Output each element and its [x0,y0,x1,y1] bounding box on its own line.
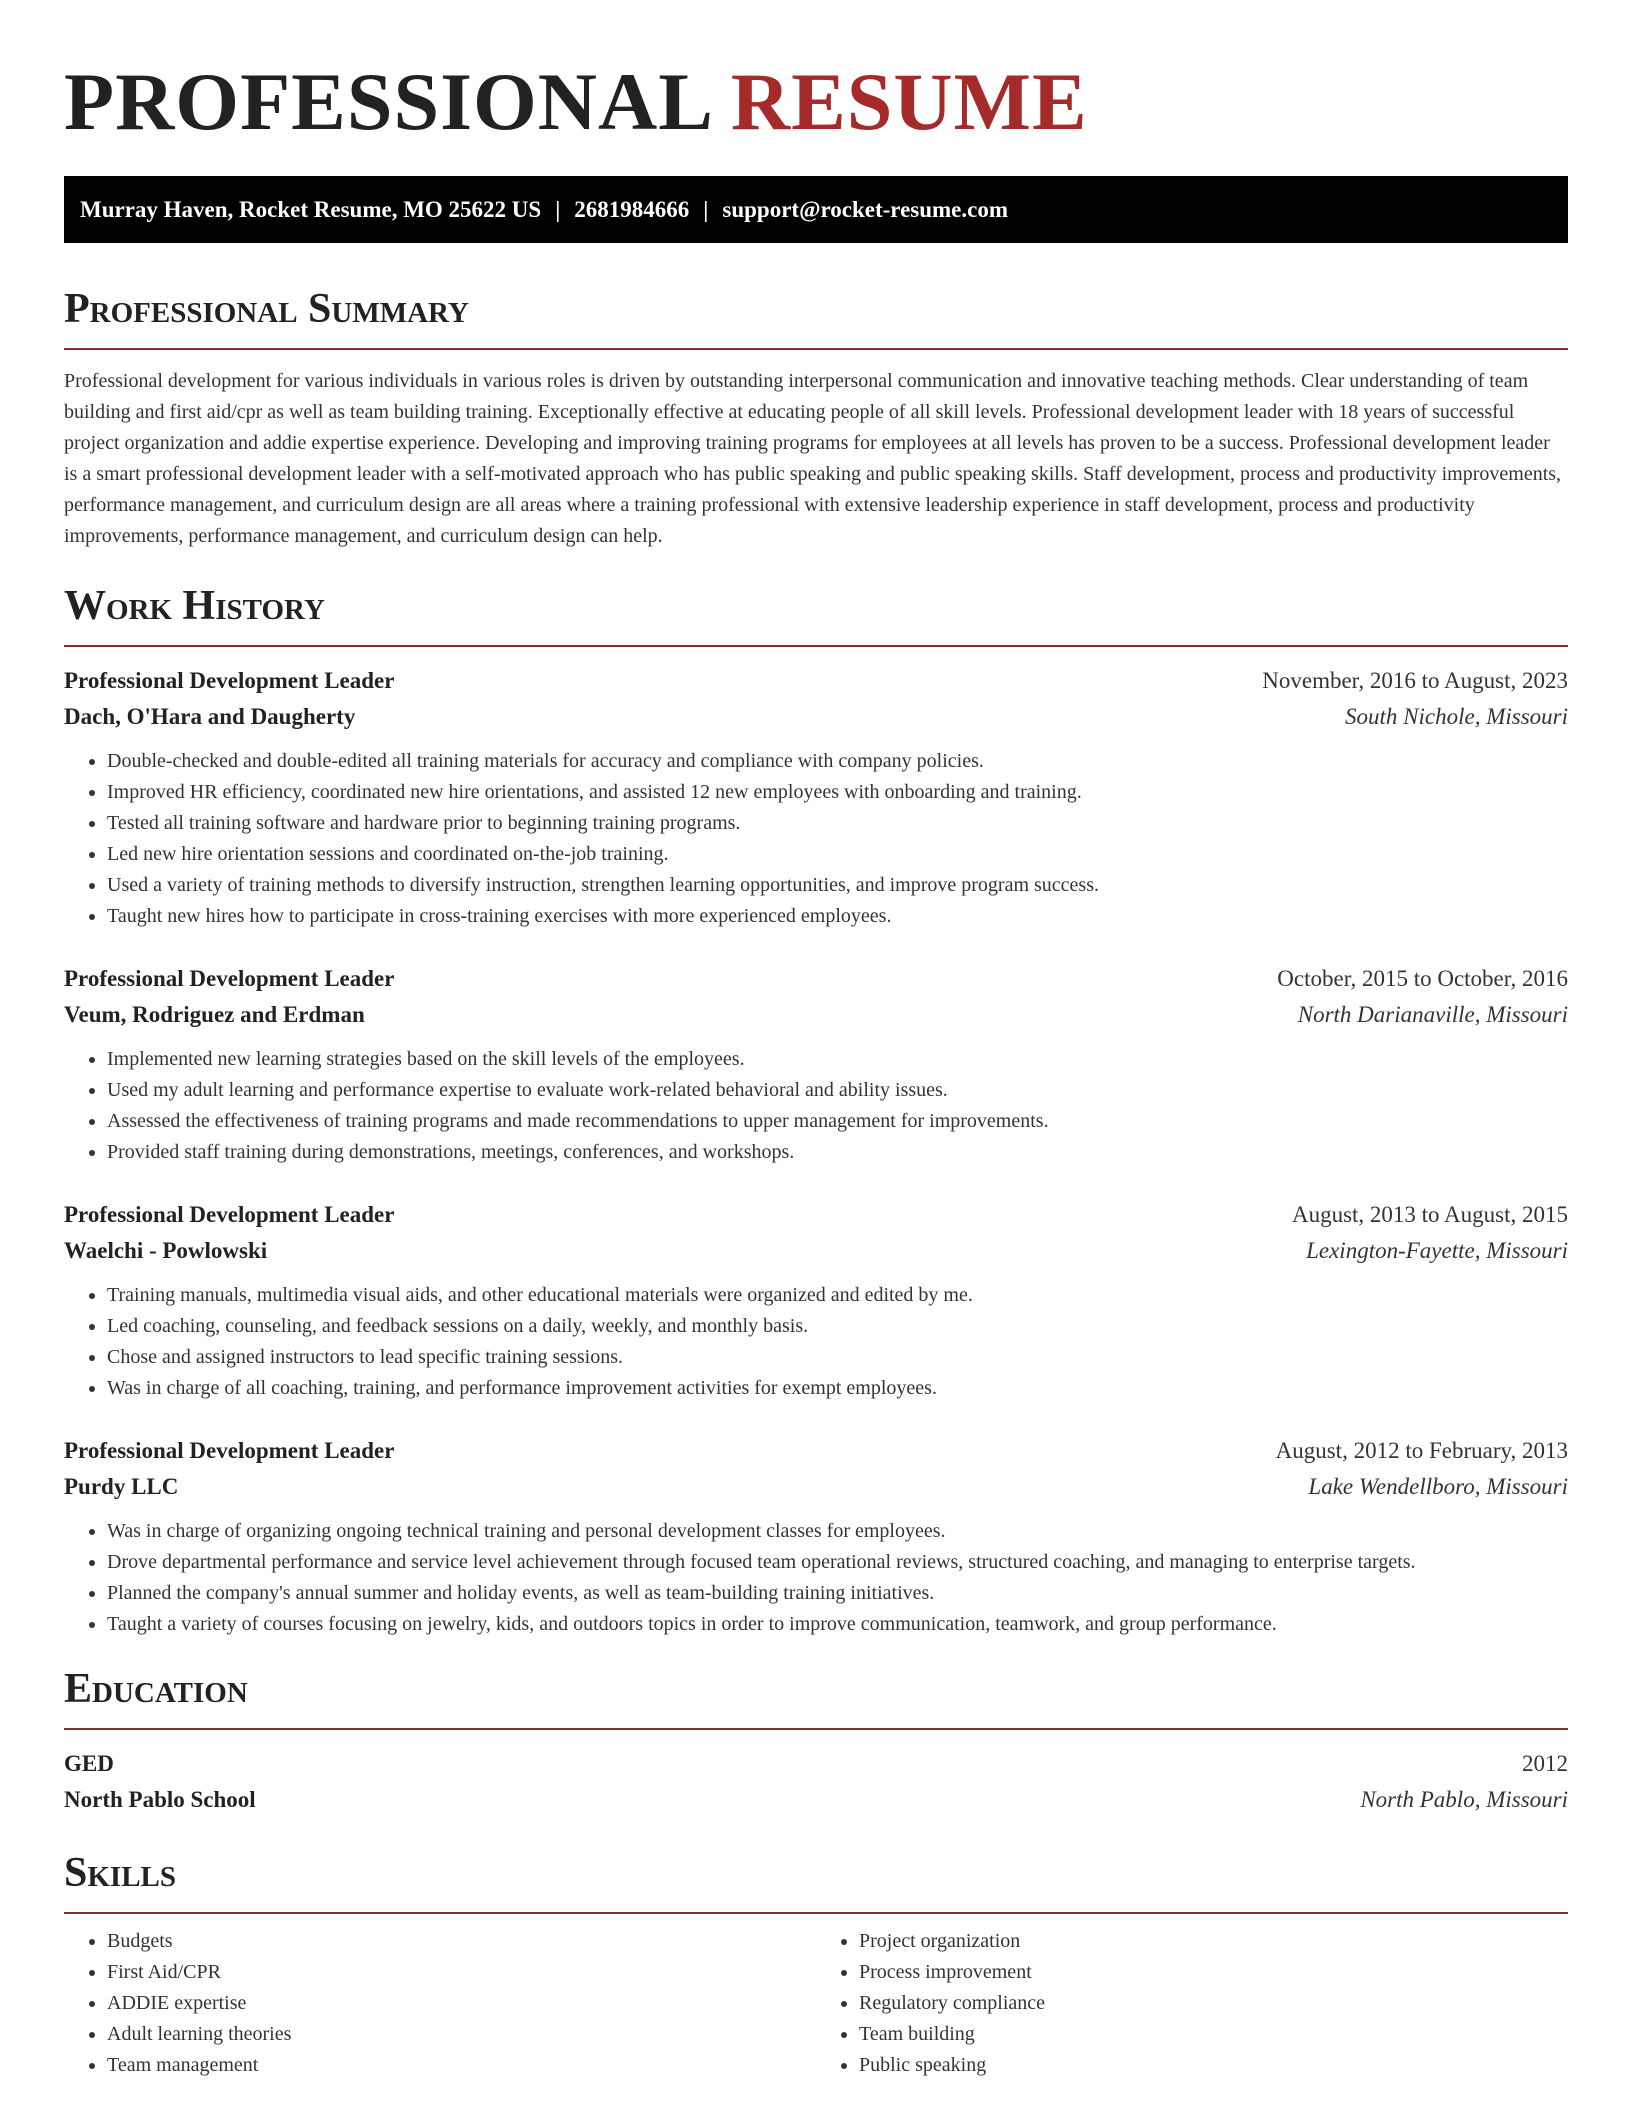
resume-title [64,0,1568,146]
work-history-section [64,581,1568,1640]
job-company-row [64,1469,1568,1505]
job-entry [64,1433,1568,1640]
section-divider [64,1912,1568,1914]
education-degree-row [64,1746,1568,1782]
job-bullet: • Was in charge of all coaching, training, and performance improvement activities for exempt employees. [107,1373,1568,1404]
contact-phone: 2681984666 [574,197,690,222]
summary-text: Professional development for various individuals in various roles is driven by outstanding interpersonal communication and innovative teaching methods. Clear understanding of team building and first aid/cpr as well as team building training. Exceptionally effective at educating people of all skill levels. Professional development leader with 18 years of successful project organization and addie expertise experience. Developing and improving training programs for employees at all levels has proven to be a success. Professional development leader is a smart professional development leader with a self-motivated approach who has public speaking and public speaking skills. Staff development, process and productivity improvements, performance management, and curriculum design are all areas where a training professional with extensive leadership experience in staff development, process and productivity improvements, performance management, and curriculum design can help. [64,370,1562,547]
job-header-row [64,1197,1568,1233]
job-bullet: • Was in charge of organizing ongoing technical training and personal development classes for employees. [107,1516,1568,1547]
job-company: Dach, O'Hara and Daugherty [64,704,356,729]
summary-section [64,284,1568,552]
job-location: South Nichole, Missouri [1345,704,1568,729]
skill-item: • Project organization [859,1926,1568,1957]
job-bullet: • Provided staff training during demonstrations, meetings, conferences, and workshops. [107,1137,1568,1168]
job-bullet: • Tested all training software and hardware prior to beginning training programs. [107,808,1568,839]
title-part-1: PROFESSIONAL [64,56,710,147]
skill-item: • Team management [107,2050,816,2081]
job-dates: November, 2016 to August, 2023 [1262,668,1568,693]
education-entry [64,1746,1568,1818]
skills-columns [64,1926,1568,2081]
section-divider [64,645,1568,647]
job-bullets [64,1044,1568,1168]
summary-heading: Professional Summary [64,286,469,332]
job-header-row [64,1433,1568,1469]
contact-bar [64,176,1568,243]
job-bullets [64,746,1568,932]
job-bullet: • Double-checked and double-edited all training materials for accuracy and compliance with company policies. [107,746,1568,777]
job-location: North Darianaville, Missouri [1297,1002,1568,1027]
section-divider [64,348,1568,350]
work-history-heading: Work History [64,583,325,629]
job-bullet: • Implemented new learning strategies based on the skill levels of the employees. [107,1044,1568,1075]
job-title: Professional Development Leader [64,1202,395,1227]
education-school: North Pablo School [64,1787,256,1812]
contact-separator: | [555,197,561,222]
education-degree: GED [64,1751,114,1776]
job-dates: August, 2013 to August, 2015 [1291,1202,1568,1227]
job-entry [64,663,1568,932]
skill-item: • Regulatory compliance [859,1988,1568,2019]
education-section [64,1664,1568,1818]
job-title: Professional Development Leader [64,668,395,693]
job-bullet: • Planned the company's annual summer and holiday events, as well as team-building training initiatives. [107,1578,1568,1609]
job-location: Lexington-Fayette, Missouri [1306,1238,1568,1263]
skill-item: • ADDIE expertise [107,1988,816,2019]
skills-column-1 [64,1926,816,2081]
job-company-row [64,1233,1568,1269]
section-divider [64,1728,1568,1730]
job-company: Veum, Rodriguez and Erdman [64,1002,365,1027]
education-year: 2012 [1522,1751,1568,1776]
job-header-row [64,961,1568,997]
job-title: Professional Development Leader [64,966,395,991]
education-heading: Education [64,1666,248,1712]
contact-separator: | [703,197,709,222]
skills-column-2 [816,1926,1568,2081]
skill-item: • First Aid/CPR [107,1957,816,1988]
job-bullet: • Taught new hires how to participate in cross-training exercises with more experienced employees. [107,901,1568,932]
skill-item: • Adult learning theories [107,2019,816,2050]
skill-item: • Public speaking [859,2050,1568,2081]
skills-heading: Skills [64,1850,177,1896]
job-company: Waelchi - Powlowski [64,1238,268,1263]
job-bullet: • Improved HR efficiency, coordinated new hire orientations, and assisted 12 new employees with onboarding and training. [107,777,1568,808]
job-company-row [64,699,1568,735]
contact-email: support@rocket-resume.com [722,197,1009,222]
job-bullet: • Used my adult learning and performance expertise to evaluate work-related behavioral and ability issues. [107,1075,1568,1106]
job-entry [64,1197,1568,1404]
job-company-row [64,997,1568,1033]
job-bullet: • Led new hire orientation sessions and coordinated on-the-job training. [107,839,1568,870]
job-company: Purdy LLC [64,1474,179,1499]
job-bullets [64,1516,1568,1640]
education-location: North Pablo, Missouri [1360,1787,1568,1812]
job-bullet: • Used a variety of training methods to diversify instruction, strengthen learning opportunities, and improve program success. [107,870,1568,901]
job-location: Lake Wendellboro, Missouri [1308,1474,1568,1499]
job-entry [64,961,1568,1168]
job-header-row [64,663,1568,699]
job-bullet: • Drove departmental performance and service level achievement through focused team operational reviews, structured coaching, and managing to enterprise targets. [107,1547,1568,1578]
job-bullet: • Chose and assigned instructors to lead specific training sessions. [107,1342,1568,1373]
job-bullets [64,1280,1568,1404]
job-title: Professional Development Leader [64,1438,395,1463]
title-part-2: RESUME [730,56,1088,147]
job-bullet: • Training manuals, multimedia visual aids, and other educational materials were organized and edited by me. [107,1280,1568,1311]
job-bullet: • Led coaching, counseling, and feedback sessions on a daily, weekly, and monthly basis. [107,1311,1568,1342]
job-bullet: • Assessed the effectiveness of training programs and made recommendations to upper management for improvements. [107,1106,1568,1137]
job-dates: August, 2012 to February, 2013 [1275,1438,1568,1463]
contact-address: Murray Haven, Rocket Resume, MO 25622 US [80,197,542,222]
job-dates: October, 2015 to October, 2016 [1277,966,1568,991]
education-school-row [64,1782,1568,1818]
skills-section [64,1848,1568,2081]
skill-item: • Team building [859,2019,1568,2050]
job-bullet: • Taught a variety of courses focusing on jewelry, kids, and outdoors topics in order to improve communication, teamwork, and group performance. [107,1609,1568,1640]
skill-item: • Budgets [107,1926,816,1957]
skill-item: • Process improvement [859,1957,1568,1988]
